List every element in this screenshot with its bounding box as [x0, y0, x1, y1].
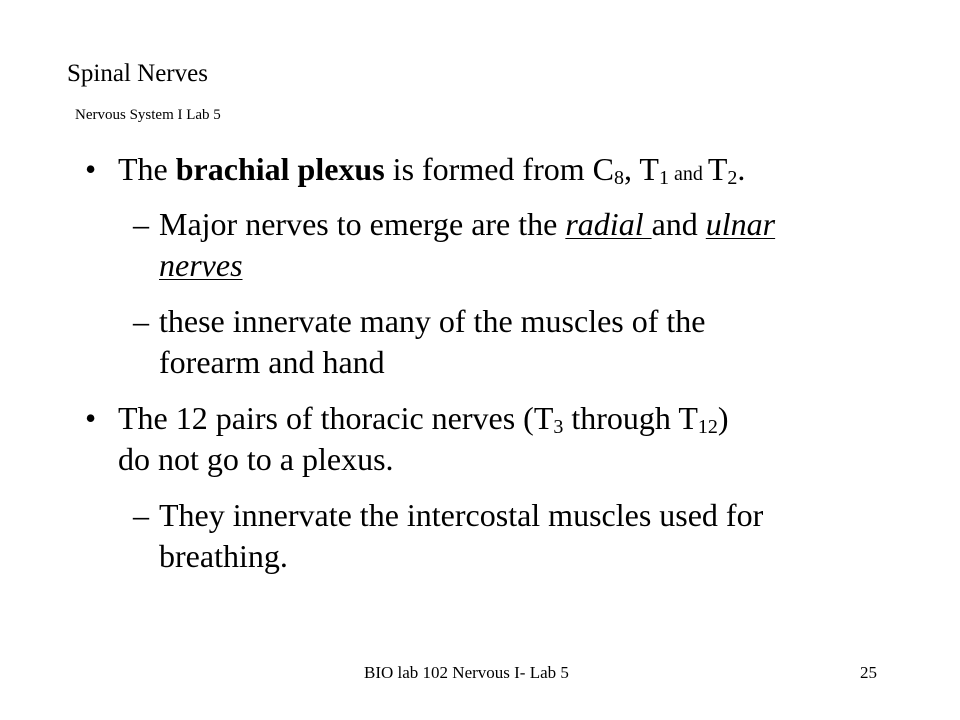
underlined-term-nerves: nerves	[159, 247, 243, 283]
slide-subtitle: Nervous System I Lab 5	[75, 107, 221, 123]
subbullet-major-nerves-cont	[159, 246, 243, 284]
dash-marker: –	[133, 497, 149, 533]
footer-text: BIO lab 102 Nervous I- Lab 5	[364, 663, 569, 682]
dash-marker: –	[133, 206, 149, 242]
bullet-marker: •	[85, 400, 97, 436]
bullet-thoracic-nerves-line1: The 12 pairs of thoracic nerves ($T_3$ through $T_{12}$)	[118, 400, 729, 438]
subbullet-intercostal-line1: They innervate the intercostal muscles used for	[159, 497, 764, 533]
subbullet-innervate-line1: these innervate many of the muscles of the	[159, 303, 706, 339]
underlined-term-radial: radial	[565, 206, 652, 242]
bullet-marker: •	[85, 151, 97, 187]
bullet-thoracic-nerves-line2: do not go to a plexus.	[118, 441, 394, 477]
subbullet-major-nerves: Major nerves to emerge are the radial and ulnar	[159, 206, 776, 242]
underlined-term-ulnar: ulnar	[705, 206, 776, 242]
bold-term-brachial-plexus: brachial plexus	[175, 151, 385, 187]
subbullet-intercostal-line2: breathing.	[159, 538, 288, 574]
slide-title: Spinal Nerves	[67, 60, 208, 87]
subbullet-innervate-line2: forearm and hand	[159, 344, 385, 380]
dash-marker: –	[133, 303, 149, 339]
page-number: 25	[860, 663, 877, 682]
bullet-brachial-plexus: The brachial plexus is formed from $C_8$, $T_1$ and $T_2$.	[118, 151, 746, 189]
